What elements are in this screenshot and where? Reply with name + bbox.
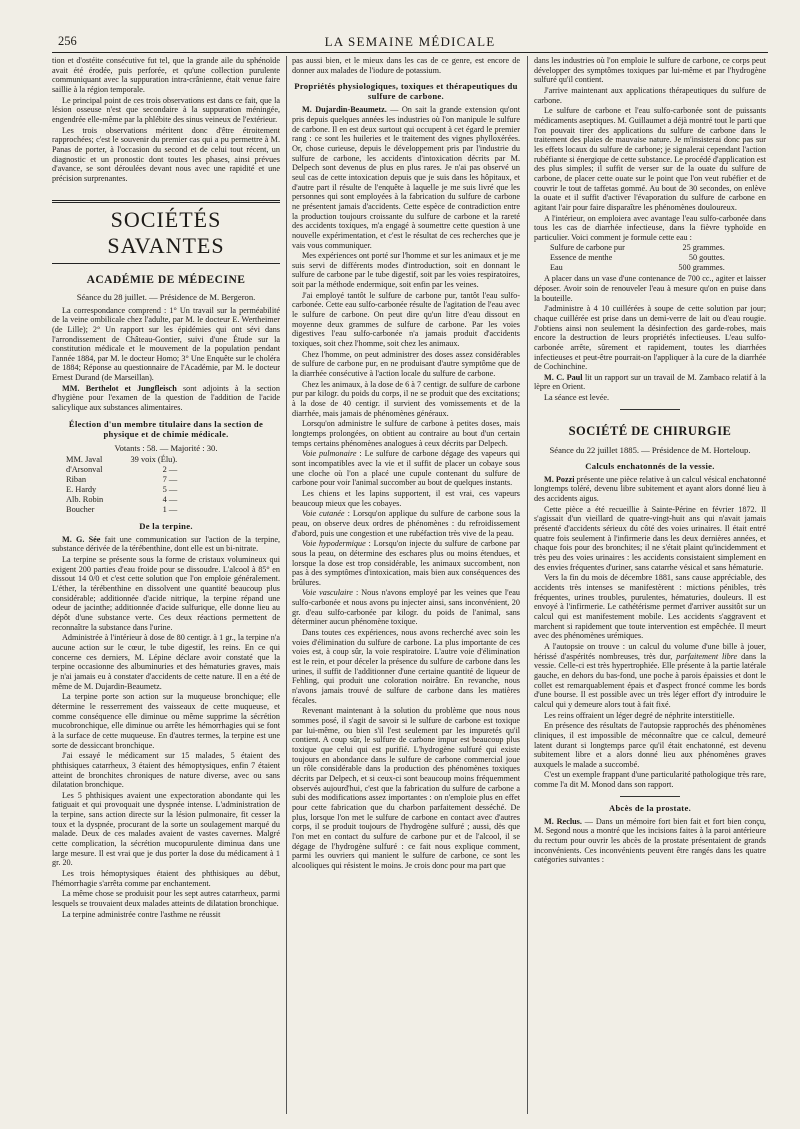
candidate-name: MM. Javal [66,454,103,464]
paragraph-text: lit un rapport sur un travail de M. Zambaco relatif à la lèpre en Orient. [534,372,766,392]
sulfure-paragraphs-end [534,274,766,372]
paragraph-text: sont adjoints à la section d'hygiène pour l'examen de la question de l'addition de l'acide salicylique aux substances alimentaires. [52,383,280,413]
continued-paragraph: pas aussi bien, et le mieux dans les cas de ce genre, est encore de donner aux malades de l'iodure de potassium. [292,56,520,75]
speaker-name: M. Dujardin-Beaumetz. [302,105,387,115]
vote-table [66,455,181,515]
vote-count: 2 — [162,464,178,474]
seance-levee: La séance est levée. [544,393,610,403]
journal-title: LA SEMAINE MÉDICALE [324,34,496,49]
paragraph: A placer dans un vase d'une contenance de 700 cc., agiter et laisser déposer. Avoir soin de renouveler l'eau à mesure qu'on en puise dans la bouteille. [534,274,766,303]
paragraph: J'ai essayé le médicament sur 15 malades, 5 étaient des phthisiques catarrheux, 3 étaient des hémoptysiques, enfin 7 étaient atteint de bronchites chroniques de nature diverse, avec ou sans dilatation bronchique. [52,751,280,790]
ingredient: Sulfure de carbone pur [550,243,625,253]
paragraph-text: présente une pièce relative à un calcul vésical enchatonné longtemps toléré, devenu libre subitement et ayant alors donné lieu à des accidents aigus. [534,474,766,504]
intro-paragraphs [52,56,280,184]
terpine-heading: De la terpine. [139,520,193,531]
calculs-heading: Calculs enchatonnés de la vessie. [585,460,715,471]
candidate-name: Alb. Robin [66,494,104,504]
paragraph: Voie hypodermique : Lorsqu'on injecte du sulfure de carbone par sous la peau, on détermine des eschares plus ou moins étendues, et lorsque la dose est trop considérable, les animaux succombent, non pas à des symptômes d'intoxication, mais bien aux conséquences des brûlures. [292,539,520,587]
quantity: 25 grammes. [682,243,725,253]
page-number: 256 [58,34,77,48]
paragraph: J'administre à 4 10 cuillérées à soupe de cette solution par jour; chaque cuillérée est prise dans un demi-verre de lait ou d'eau rougie. J'obtiens ainsi non seulement la désinfection des garde-robes, mais encore la destruction de leurs propriétés infectieuses. L'eau sulfo-carbonée arrête, sûrement et rapidement, toutes les diarrhées infectieuses et peut-être pourrait-on l'appliquer à la cure de la diarrhée de Cochinchine. [534,304,766,372]
paragraph: La terpine administrée contre l'asthme ne réussit [62,909,221,919]
ingredient: Essence de menthe [550,253,613,263]
candidate-name: Boucher [66,504,95,514]
candidate-name: d'Arsonval [66,464,103,474]
dujardin-paragraph [292,105,520,250]
chirurgie-heading: SOCIÉTÉ DE CHIRURGIE [568,423,732,438]
quantity: 50 gouttes. [688,253,725,263]
candidate-name: E. Hardy [66,484,97,494]
election-heading: Élection d'un membre titulaire dans la section de physique et de chimie médicale. [68,418,264,439]
paragraph: dans les industries où l'on emploie le sulfure de carbone, ce corps peut développer des symptômes toxiques par lui-même et par l'hydrogène sulfuré qu'il contient. [534,56,766,85]
paragraph: Revenant maintenant à la solution du problème que nous nous sommes posé, il s'agit de savoir si le sulfure de carbone est toxique par lui-même, ou bien s'il l'est seulement par les impuretés qu'il contient. A coup sûr, le sulfure de carbone impur est beaucoup plus toxique que celui qui est purifié. L'hydrogène sulfuré qui existe toujours en abondance dans le sulfure de carbone commercial joue un rôle considérable dans la production des phénomènes toxiques décrits par Delpech, et si ceux-ci sont beaucoup moins fréquemment observés aujourd'hui, c'est que la fabrication du sulfure de carbone a subi des modifications assez importantes : on n'emploie plus en effet pour cette fabrication que du charbon parfaitement desséché. De plus, lorsque l'on met le sulfure de carbone en contact avec d'autres corps, il se produit toujours de l'hydrogène sulfuré ; aussi, dès que l'on met en contact du sulfure de carbone pur et de l'alcool, il se dégage de l'hydrogène sulfuré : ce fait nous explique comment, parmi les ouvriers qui manient le sulfure de carbone, ce sont les alcooliques qui résistent le moins. Je crois donc pour ma part que [292,706,520,870]
paragraph: Les reins offraient un léger degré de néphrite interstitielle. [544,710,735,720]
academie-heading: ACADÉMIE DE MÉDECINE [86,273,246,286]
paragraph: J'ai employé tantôt le sulfure de carbone pur, tantôt l'eau sulfo-carbonée. Cette eau sulfo-carbonée résulte de l'agitation de l'eau avec le sulfure de carbone. On peut dire qu'un litre d'eau dissout en moyenne deux grammes de sulfure de carbone. Par les voies digestives l'eau sulfo-carbonée n'a jamais produit d'accidents toxiques, soit chez l'homme, soit chez les animaux. [292,290,520,349]
reclus-paragraph [534,817,766,865]
seance-line: Séance du 22 juillet 1885. — Présidence de M. Horteloup. [549,444,751,455]
vote-row [66,485,181,495]
paragraph: Administrée à l'intérieur à dose de 80 centigr. à 1 gr., la terpine n'a aucune action sur le cœur, le tube digestif, les reins. En ce qui concerne ces derniers, M. Lépine déclare avoir constaté que la terpine occasionne des albuminuries et des hématuries graves, mais je n'ai jamais eu à constater d'accidents de cette nature. Il en a été de même de M. Dujardin-Beaumetz. [52,633,280,691]
paragraph: Les 5 phthisiques avaient une expectoration abondante qui les fatiguait et qui provoquait une dyspnée intense. L'administration de la terpine, sans action directe sur la lésion pulmonaire, fit cesser la toux et la dyspnée, procurant de la sorte un soulagement marqué du malade. Deux de ces malades avaient de vastes cavernes. Malgré cette complication, la sécrétion mucopurulente diminua dans une large mesure. Il est vrai que je dus porter la dose du médicament à 1 gr. 20. [52,790,280,868]
vote-row [66,495,181,505]
running-header [52,30,768,53]
vote-count: 1 — [162,504,178,514]
column-1 [52,56,280,1114]
paragraph: Vers la fin du mois de décembre 1881, sans cause appréciable, des accidents très intenses se manifestèrent : mictions pénibles, très fréquentes, urines troubles, purulentes, hématuries, douleurs. Il est envoyé à l'infirmerie. Le cathétérisme permet d'arriver aussitôt sur un calcul qui est manifestement mobile. Les accidents s'aggravent et marchent si rapidement que toute intervention est empêchée. Il meurt avec des phénomènes urémiques. [534,573,766,641]
speaker-name: M. C. Paul [544,372,583,382]
paragraph: Le sulfure de carbone et l'eau sulfo-carbonée sont de puissants médicaments aseptiques. M. Guillaumet a déjà montré tout le parti que l'on pouvait tirer des applications du sulfure de carbone dans le traitement des plaies de mauvaise nature. Je m'insisterai donc pas sur les effets locaux du sulfure de carbone; je signalerai cependant l'action rubéfiante si énergique de cette substance. Le procédé d'application est des plus simples; il suffit de verser sur de la ouate du sulfure de carbone, de placer cette ouate sur le point que l'on veut rubéfier et de couvrir le tout de taffetas gommé. Au bout de 30 secondes, on enlève la ouate et il suffit d'activer l'évaporation du sulfure de carbone en agitant l'air pour faire disparaître les phénomènes douloureux. [534,106,766,212]
paul-paragraph [534,373,766,392]
vote-row [66,475,181,485]
speaker-name: MM. Berthelot et Jungfleisch [62,383,177,393]
paragraph: Cette pièce a été recueillie à Sainte-Périne en février 1872. Il s'agissait d'un vieillard de quatre-vingt-huit ans qui n'avait jamais présenté d'accidents sérieux du côté des voies urinaires. Il était entré quatre fois seulement à l'infirmerie dans les deux dernières années, et chaque fois pour des bronchites; il ne s'était plaint qu'incidemment et très peu des voies urinaires : les accidents consistaient simplement en des envies fréquentes d'uriner, sans catarrhe vésical et sans hématurie. [534,504,766,572]
correspondance-paragraph: La correspondance comprend : 1° Un travail sur la perméabilité de la veine ombilicale chez l'adulte, par M. le docteur E. Wertheimer (de Lille); 2° Un rapport sur les épidémies qui ont sévi dans l'arrondissement de Château-Gontier, suivi d'une Étude sur la constitution médicale et le mouvement de la population pendant l'année 1884, par M. le docteur Homo; 3° Une Enquête sur le choléra de 1884; Réponse au questionnaire de l'Académie, par M. le docteur Ernest Durand (de Marseillan). [52,305,280,383]
paragraph: La terpine porte son action sur la muqueuse bronchique; elle détermine le resserrement des vaisseaux de cette muqueuse, et comme conséquence elle diminue ou même supprime la sécrétion mucobronchique, elle diminue ou arrête les hémorrhagies qui se font à la surface de cette muqueuse. En d'autres termes, la terpine est une sorte de dessiccant bronchique. [52,692,280,750]
societes-savantes-heading: SOCIÉTÉS SAVANTES [52,200,280,264]
candidate-name: Riban [66,474,87,484]
sulfure-paragraphs-continued [534,56,766,242]
speaker-name: M. G. Sée [62,534,101,544]
paragraph: C'est un exemple frappant d'une particularité pathologique très rare, comme l'a dit M. Monod dans son rapport. [534,770,766,790]
paragraph: Les chiens et les lapins supportent, il est vrai, ces vapeurs beaucoup mieux que les cobayes. [292,488,520,508]
quantity: 500 grammes. [678,262,725,272]
vote-count: 4 — [162,494,178,504]
paragraph: Voie pulmonaire : Le sulfure de carbone dégage des vapeurs qui sont incompatibles avec la vie et il suffit de placer un cobaye sous une cloche où l'on a placé une cupule contenant du sulfure de carbone pour voir l'animal succomber au bout de quelques instants. [292,449,520,488]
paragraph: tion et d'ostéite consécutive fut tel, que la grande aile du sphénoïde avait été érodée, puis perforée, et qu'une collection purulente communiquant avec la suppuration intra-crânienne, était venue faire saillie à la région temporale. [52,56,280,94]
paragraph: Voie cutanée : Lorsqu'on applique du sulfure de carbone sous la peau, on observe deux ordres de phénomènes : du refroidissement d'abord, puis une congestion et une rubéfaction très vive de la peau. [292,509,520,538]
paragraph-text: — On sait la grande extension qu'ont pris depuis quelques années les industries où l'on manipule le sulfure de carbone. Il en est deux surtout qui occupent à cet égard le premier rang : ce sont les huileries et le traitement des vignes phylloxérées. Or, chose curieuse, depuis le développement pris par l'industrie du sulfure de carbone, les accidents d'intoxication décrits par M. Delpech sont devenus de plus en plus rares. Je n'ai pas observé un seul cas de cette intoxication depuis que je suis dans les hôpitaux, et d'autre part il résulte de l'enquête à laquelle je me suis livré que les personnes qui sont employées à la fabrication du sulfure de carbone ne présentent jamais d'accidents. Cette espèce de contradiction entre la production toujours croissante du sulfure de carbone et la rareté des accidents toxiques, m'a engagé à soumettre cette question à une nouvelle expérimentation, et c'est le résultat de ces recherches que je vais vous communiquer. [292,105,520,250]
vote-count: 39 voix (Élu). [130,454,178,464]
formula-row [550,253,725,263]
vote-row [66,455,181,465]
speaker-name: M. Pozzi [544,474,575,484]
paragraph: A l'autopsie on trouve : un calcul du volume d'une bille à jouer, hérissé d'aspérités nombreuses, très dur, parfaitement libre dans la vessie. Celle-ci est très hypertrophiée. Elle présente à la partie latérale gauche, en dehors du bas-fond, une poche à parois épaissies et dont le collet est remarquablement épais et d'aspect froncé comme les bords d'une bourse. Il est possible avec un très léger effort d'y introduire le calcul qui y demeure alors tout à fait fixé. [534,641,766,709]
column-2 [292,56,520,1114]
newspaper-page [52,30,768,1115]
paragraph: La même chose se produisit pour les sept autres catarrheux, parmi lesquels se trouvaient deux malades atteints de dilatation bronchique. [52,889,280,909]
column-3 [534,56,766,1114]
paragraph-text: fait une communication sur l'action de la terpine, substance dérivée de la térébenthine, dont elle est un bi-nitrate. [52,534,280,554]
paragraph: Dans toutes ces expériences, nous avons recherché avec soin les voies d'élimination du sulfure de carbone. La plus importante de ces voies est, à coup sûr, la voie respiratoire. L'autre voie d'élimination est le rein, et pour déceler la présence du sulfure de carbone dans les urines, il suffit de l'additionner d'une certaine quantité de liqueur de Fehling, qui produit une coloration noirâtre. En revanche, nous n'avons jamais trouvé de sulfure de carbone dans les matières fécales. [292,628,520,705]
section-divider [620,409,680,410]
pozzi-paragraph [534,475,766,504]
vote-row [66,465,181,475]
formula-row [550,243,725,253]
vote-row [66,505,181,515]
paragraph: Le principal point de ces trois observations est dans ce fait, que la lésion osseuse n'est que secondaire à la suppuration méningée, engendrée elle-même par la phlébite des sinus veineux de l'extérieur. [52,95,280,124]
see-paragraph [52,535,280,554]
ingredient: Eau [550,262,563,272]
formula-table [550,243,725,272]
paragraph: Lorsqu'on administre le sulfure de carbone à petites doses, mais longtemps prolongées, on obtient au contraire au bout d'un certain temps certains phénomènes analogues à ceux décrits par Delpech. [292,419,520,448]
abces-heading: Abcès de la prostate. [608,802,692,813]
paragraph: Les trois observations méritent donc d'être étroitement rapprochées; c'est le souvenir du premier cas qui a pu permettre à M. Panas de porter, à l'occasion du second et de celui tout récent, un diagnostic et un pronostic dont toutes les phases, ainsi prévues d'avance, se sont déroulées devant nous avec une rapidité et une précision surprenantes. [52,125,280,183]
berthelot-paragraph [52,384,280,413]
pozzi-paragraphs [534,505,766,790]
section-divider [620,796,680,797]
paragraph: Mes expériences ont porté sur l'homme et sur les animaux et je me suis servi de différents modes d'introduction, soit en donnant le sulfure de carbone par le tube digestif, soit par les voies respiratoires, soit par la méthode endermique, soit enfin par les veines. [292,251,520,290]
sulfure-heading: Propriétés physiologiques, toxiques et thérapeutiques du sulfure de carbone. [294,81,518,102]
paragraph: Chez l'homme, on peut administrer des doses assez considérables de sulfure de carbone pur, en ne produisant d'autre symptôme que de la diarrhée consécutive à l'action locale du sulfure de carbone. [292,349,520,379]
paragraph: En présence des résultats de l'autopsie rapprochés des phénomènes cliniques, il est impossible de méconnaître que ce calcul, demeuré latent durant si longtemps parce qu'il était enchatonné, est devenu subitement libre et a alors donné lieu aux phénomènes graves auxquels le malade a succombé. [534,721,766,769]
sulfure-paragraphs [292,251,520,870]
paragraph: Les trois hémoptysiques étaient des phthisiques au début, l'hémorrhagie s'arrêta comme par enchantement. [52,869,280,888]
paragraph: J'arrive maintenant aux applications thérapeutiques du sulfure de carbone. [534,85,766,105]
votants-line: Votants : 58. — Majorité : 30. [114,442,218,453]
formula-row [550,263,725,273]
speaker-name: M. Reclus. [544,816,582,826]
vote-count: 5 — [162,484,178,494]
vote-count: 7 — [162,474,178,484]
paragraph: A l'intérieur, on emploiera avec avantage l'eau sulfo-carbonée dans tous les cas de diarrhée infectieuse, dans la fièvre typhoïde en particulier. Voici comment je formule cette eau : [534,213,766,242]
paragraph: Voie vasculaire : Nous n'avons employé par les veines que l'eau sulfo-carbonée et nous avons pu injecter ainsi, sans inconvénient, 20 gr. d'eau sulfo-carbonée par kilogr. du poids de l'animal, sans déterminer aucun phénomène toxique. [292,588,520,627]
terpine-paragraphs [52,555,280,919]
seance-line: Séance du 28 juillet. — Présidence de M. Bergeron. [76,291,256,302]
paragraph-text: — Dans un mémoire fort bien fait et fort bien conçu, M. Segond nous a montré que les incisions faites à la paroi antérieure du rectum pour ouvrir les abcès de la prostate présentaient de grands inconvénients. Ces inconvénients peuvent être rangés dans les quatre catégories suivantes : [534,816,766,865]
paragraph: Chez les animaux, à la dose de 6 à 7 centigr. de sulfure de carbone pur par kilogr. du poids du corps, il ne se produit que des excitations; à la dose de 40 centigr. il survient des vomissements et de la diarrhée, mais jamais de phénomènes généraux. [292,379,520,418]
paragraph: La terpine se présente sous la forme de cristaux volumineux qui exigent 200 parties d'eau froide pour se dissoudre. L'alcool à 85° en dissout 14 0/0 et c'est cette solution que l'on emploie généralement. L'éther, la térébenthine en dissolvent une quantité beaucoup plus considérable; additionnée d'acide nitrique, la terpine répand une odeur de jacinthe; additionnée d'acide sulfurique, elle donne lieu au dépôt d'une substance verte. Ces deux réactions permettent de reconnaître la substance dans l'urine. [52,555,280,632]
